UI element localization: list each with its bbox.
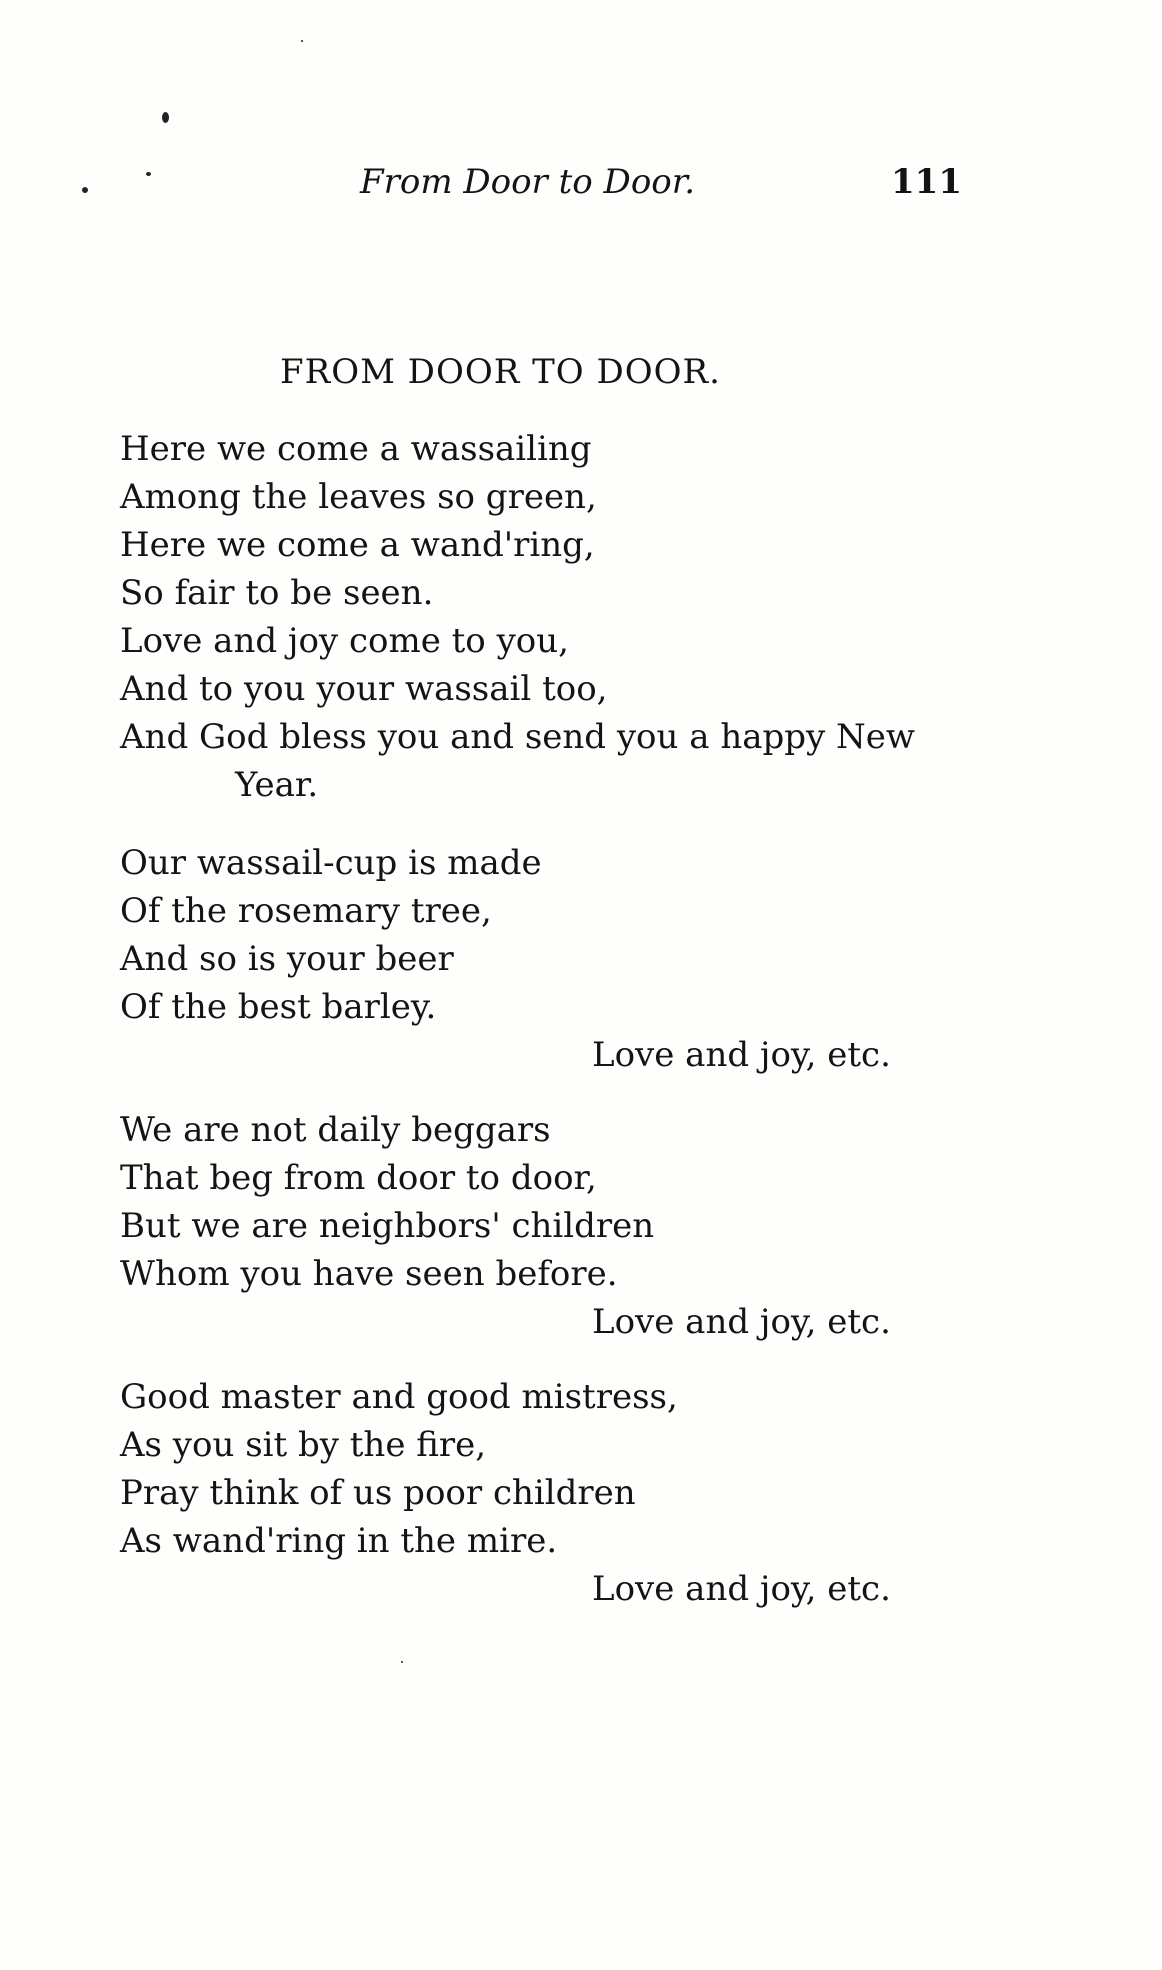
- running-header: [0, 158, 1162, 206]
- verse-line: Of the rosemary tree,: [120, 891, 492, 931]
- verse-line-continuation: Year.: [235, 765, 319, 805]
- refrain: Love and joy, etc.: [592, 1569, 891, 1609]
- verse-line: Pray think of us poor children: [120, 1473, 636, 1513]
- verse-line: Among the leaves so green,: [120, 477, 597, 517]
- page-number: 111: [891, 162, 962, 202]
- ink-speck: [162, 112, 169, 123]
- verse-line: Whom you have seen before.: [120, 1254, 618, 1294]
- stanza: [120, 1106, 1000, 1346]
- stanza: [120, 425, 1000, 809]
- refrain: Love and joy, etc.: [592, 1035, 891, 1075]
- verse-line: Here we come a wand'ring,: [120, 525, 595, 565]
- verse-line: Of the best barley.: [120, 987, 437, 1027]
- verse-line: As wand'ring in the mire.: [120, 1521, 558, 1561]
- verse-line: And so is your beer: [120, 939, 454, 979]
- ink-speck: [301, 40, 303, 42]
- verse-line: And God bless you and send you a happy New: [120, 717, 915, 757]
- ink-speck: [401, 1661, 403, 1663]
- verse-line: Here we come a wassailing: [120, 429, 592, 469]
- verse-line: So fair to be seen.: [120, 573, 434, 613]
- verse-line: Love and joy come to you,: [120, 621, 569, 661]
- verse-line: We are not daily beggars: [120, 1110, 551, 1150]
- verse-line: And to you your wassail too,: [120, 669, 608, 709]
- verse-line: That beg from door to door,: [120, 1158, 597, 1198]
- stanza: [120, 839, 1000, 1079]
- verse-line: Our wassail-cup is made: [120, 843, 542, 883]
- refrain: Love and joy, etc.: [592, 1302, 891, 1342]
- verse-line: Good master and good mistress,: [120, 1377, 678, 1417]
- verse-line: But we are neighbors' children: [120, 1206, 655, 1246]
- verse-line: As you sit by the fire,: [120, 1425, 487, 1465]
- poem-body: [120, 425, 1000, 1613]
- running-title: From Door to Door.: [360, 162, 696, 202]
- poem-title: FROM DOOR TO DOOR.: [280, 352, 721, 392]
- stanza: [120, 1373, 1000, 1613]
